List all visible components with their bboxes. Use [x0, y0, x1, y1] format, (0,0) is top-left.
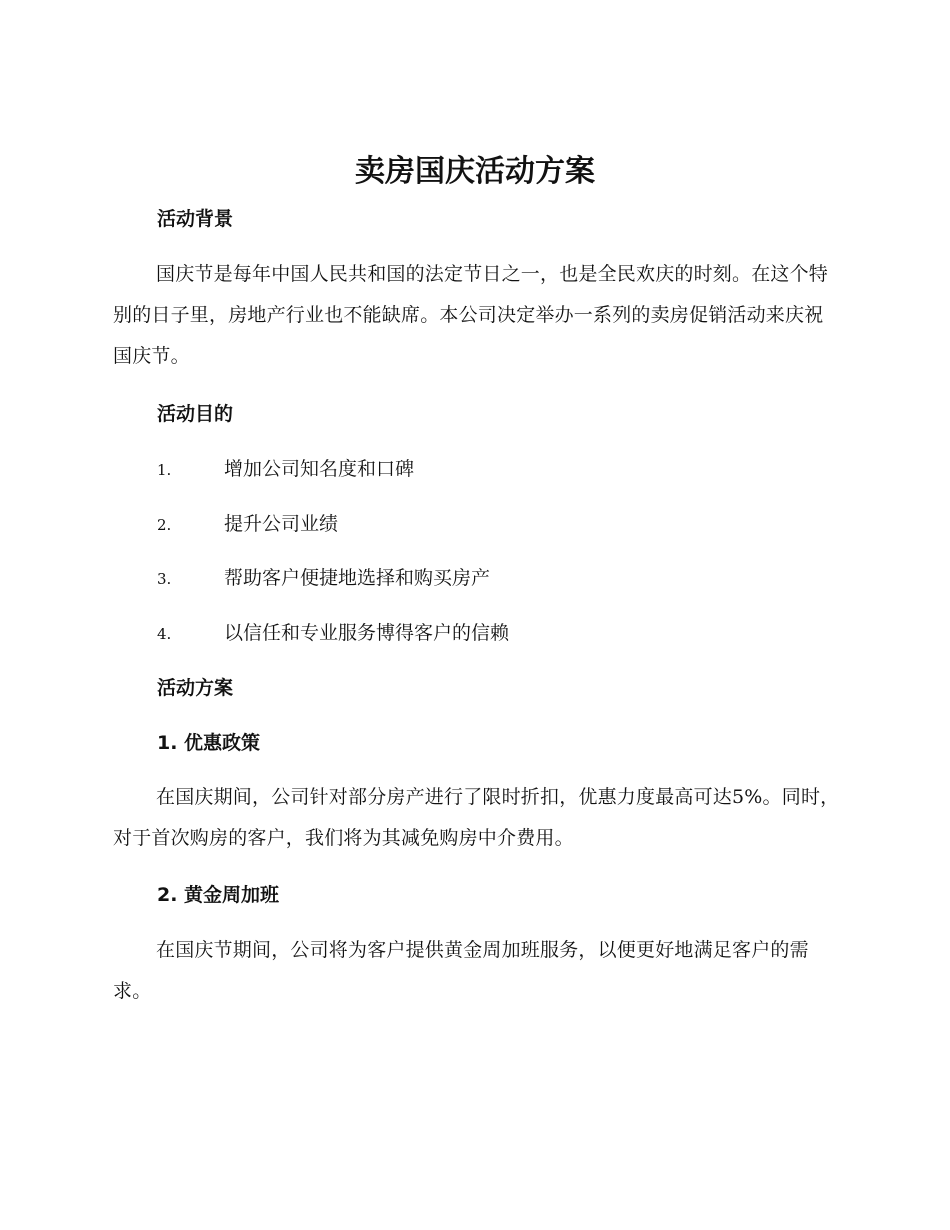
list-item-text: 提升公司业绩 [224, 513, 339, 535]
section-heading-purpose: 活动目的 [157, 403, 234, 425]
list-item-number: 4. [157, 625, 172, 643]
list-item-number: 3. [157, 570, 172, 588]
subsection-heading-discount: 1. 优惠政策 [157, 732, 261, 754]
list-item-number: 1. [157, 461, 172, 479]
list-item-text: 以信任和专业服务博得客户的信赖 [224, 622, 510, 644]
discount-paragraph: 在国庆期间，公司针对部分房产进行了限时折扣，优惠力度最高可达5%。同时，对于首次购房的客户，我们将为其减免购房中介费用。 [113, 786, 840, 849]
section-heading-plan: 活动方案 [157, 677, 234, 699]
document-title: 卖房国庆活动方案 [355, 154, 595, 189]
list-item [157, 619, 509, 648]
list-item-text: 帮助客户便捷地选择和购买房产 [224, 567, 491, 589]
list-item-number: 2. [157, 516, 172, 534]
subsection-heading-overtime: 2. 黄金周加班 [157, 884, 280, 906]
overtime-paragraph: 在国庆节期间，公司将为客户提供黄金周加班服务，以便更好地满足客户的需求。 [113, 939, 809, 1002]
list-item-text: 增加公司知名度和口碑 [224, 458, 415, 480]
background-paragraph: 国庆节是每年中国人民共和国的法定节日之一，也是全民欢庆的时刻。在这个特别的日子里，房地产行业也不能缺席。本公司决定举办一系列的卖房促销活动来庆祝国庆节。 [113, 263, 829, 367]
list-item [157, 510, 338, 539]
list-item [157, 564, 490, 593]
list-item [157, 455, 414, 484]
section-heading-background: 活动背景 [157, 208, 234, 230]
